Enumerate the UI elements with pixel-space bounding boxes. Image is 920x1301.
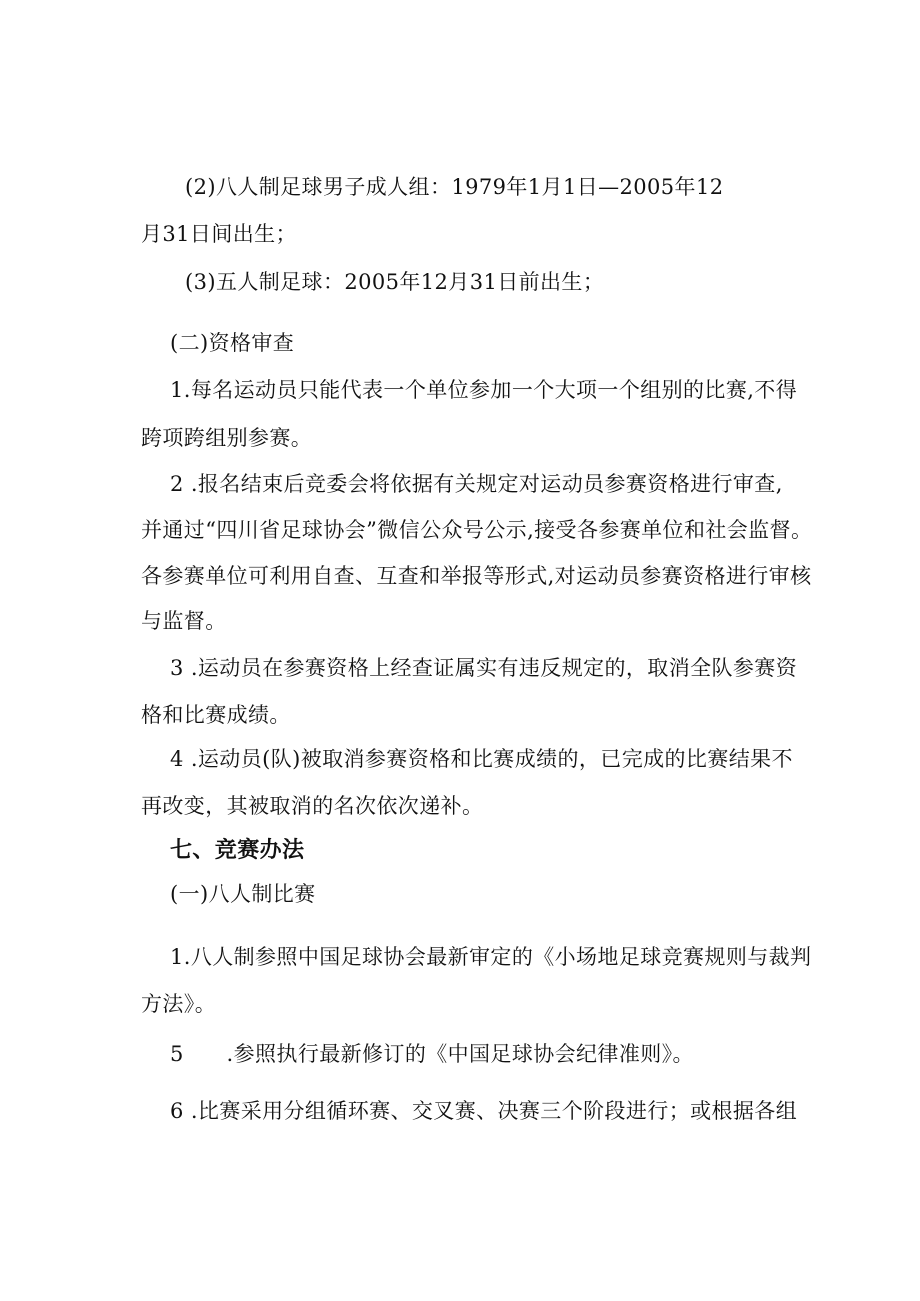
text-line: 与监督。 (141, 609, 227, 633)
section-heading: (二)资格审查 (170, 331, 295, 355)
text-line: 6 .比赛采用分组循环赛、交叉赛、决赛三个阶段进行；或根据各组 (170, 1099, 798, 1123)
text-line: 1.八人制参照中国足球协会最新审定的《小场地足球竞赛规则与裁判 (170, 945, 812, 969)
text-line: 格和比赛成绩。 (141, 703, 291, 727)
section-heading: (一)八人制比赛 (170, 882, 316, 906)
text-line: (2)八人制足球男子成人组：1979年1月1日—2005年12 (185, 175, 724, 199)
text-line: 各参赛单位可利用自查、互查和举报等形式,对运动员参赛资格进行审核 (141, 564, 812, 588)
chapter-heading: 七、竞赛办法 (170, 838, 305, 863)
text-line: 月31日间出生； (141, 222, 297, 246)
text-line: 跨项跨组别参赛。 (141, 426, 313, 450)
text-line: 3 .运动员在参赛资格上经查证属实有违反规定的，取消全队参赛资 (170, 656, 798, 680)
text-line: 5 .参照执行最新修订的《中国足球协会纪律准则》。 (170, 1042, 694, 1066)
text-line: 4 .运动员(队)被取消参赛资格和比赛成绩的，已完成的比赛结果不 (170, 747, 793, 771)
text-line: 2 .报名结束后竞委会将依据有关规定对运动员参赛资格进行审查, (170, 472, 783, 496)
text-line: 1.每名运动员只能代表一个单位参加一个大项一个组别的比赛,不得 (170, 378, 798, 402)
text-line: (3)五人制足球：2005年12月31日前出生； (185, 270, 605, 294)
text-line: 方法》。 (141, 992, 217, 1016)
text-line: 并通过“四川省足球协会”微信公众号公示,接受各参赛单位和社会监督。 (141, 518, 813, 542)
text-line: 再改变，其被取消的名次依次递补。 (141, 794, 484, 818)
